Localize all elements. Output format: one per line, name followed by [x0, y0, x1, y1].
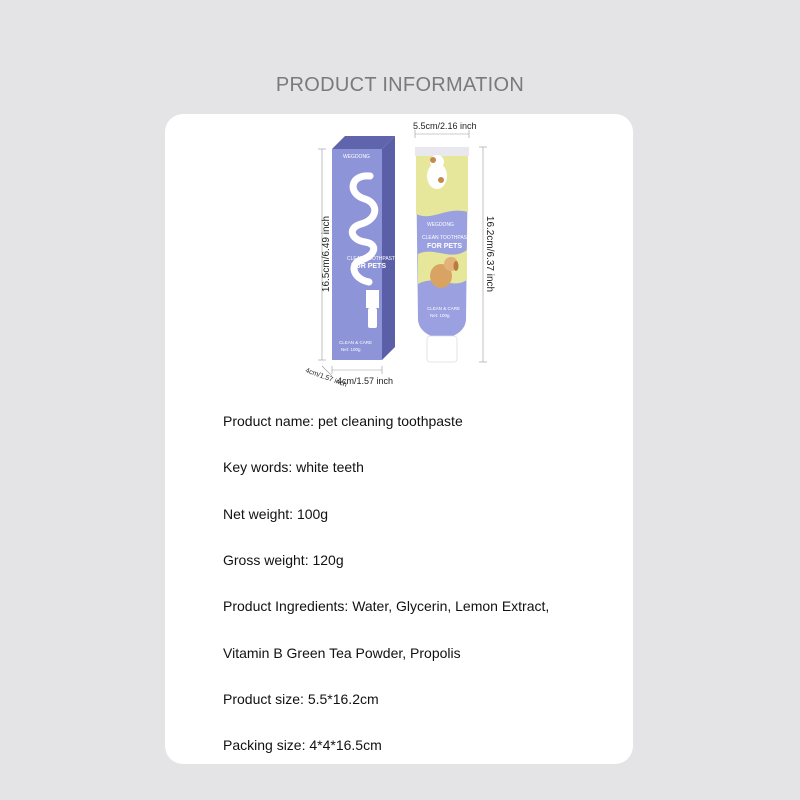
- tube-fine-print2: Net: 100g: [430, 313, 450, 318]
- box-side: [382, 136, 395, 360]
- dim-tube-width: 5.5cm/2.16 inch: [413, 121, 477, 131]
- spec-gross-weight: Gross weight: 120g: [223, 552, 344, 568]
- dim-box-height: 16.5cm/6.49 inch: [321, 215, 332, 293]
- spec-product-name: Product name: pet cleaning toothpaste: [223, 413, 463, 429]
- box-line1: CLEAN TOOTHPASTE: [347, 256, 399, 262]
- tube-fine-print1: CLEAN & CARE: [427, 306, 461, 311]
- page-title: PRODUCT INFORMATION: [275, 74, 525, 96]
- spec-key-words: Key words: white teeth: [223, 459, 364, 475]
- spec-packing-size: Packing size: 4*4*16.5cm: [223, 737, 382, 753]
- box-fine-print2: Net: 100g: [341, 347, 361, 352]
- product-illustration: [165, 114, 633, 404]
- tube-brand: WEGDONG: [427, 222, 454, 228]
- tube-line1: CLEAN TOOTHPASTE: [422, 235, 474, 241]
- tube-crimp: [415, 147, 469, 156]
- box-brand: WEGDONG: [343, 154, 370, 160]
- product-info-card: [165, 114, 633, 764]
- spec-product-size: Product size: 5.5*16.2cm: [223, 691, 379, 707]
- spec-ingredients: Product Ingredients: Water, Glycerin, Lemon Extract,: [223, 598, 550, 614]
- tube-line2: FOR PETS: [427, 243, 463, 250]
- box-line2: FOR PETS: [351, 263, 387, 270]
- spec-net-weight: Net weight: 100g: [223, 506, 329, 522]
- tube-cap: [427, 336, 457, 362]
- dim-box-width: 4cm/1.57 inch: [337, 376, 394, 386]
- toothpaste-tube: [415, 147, 474, 362]
- toothpaste-box: [332, 136, 399, 360]
- dim-tube-height: 16.2cm/6.37 inch: [484, 215, 495, 293]
- box-fine-print1: CLEAN & CARE: [339, 340, 373, 345]
- spec-ingredients-continued: Vitamin B Green Tea Powder, Propolis: [223, 645, 461, 661]
- dim-box-depth: 4cm/1.57 inch: [304, 367, 348, 389]
